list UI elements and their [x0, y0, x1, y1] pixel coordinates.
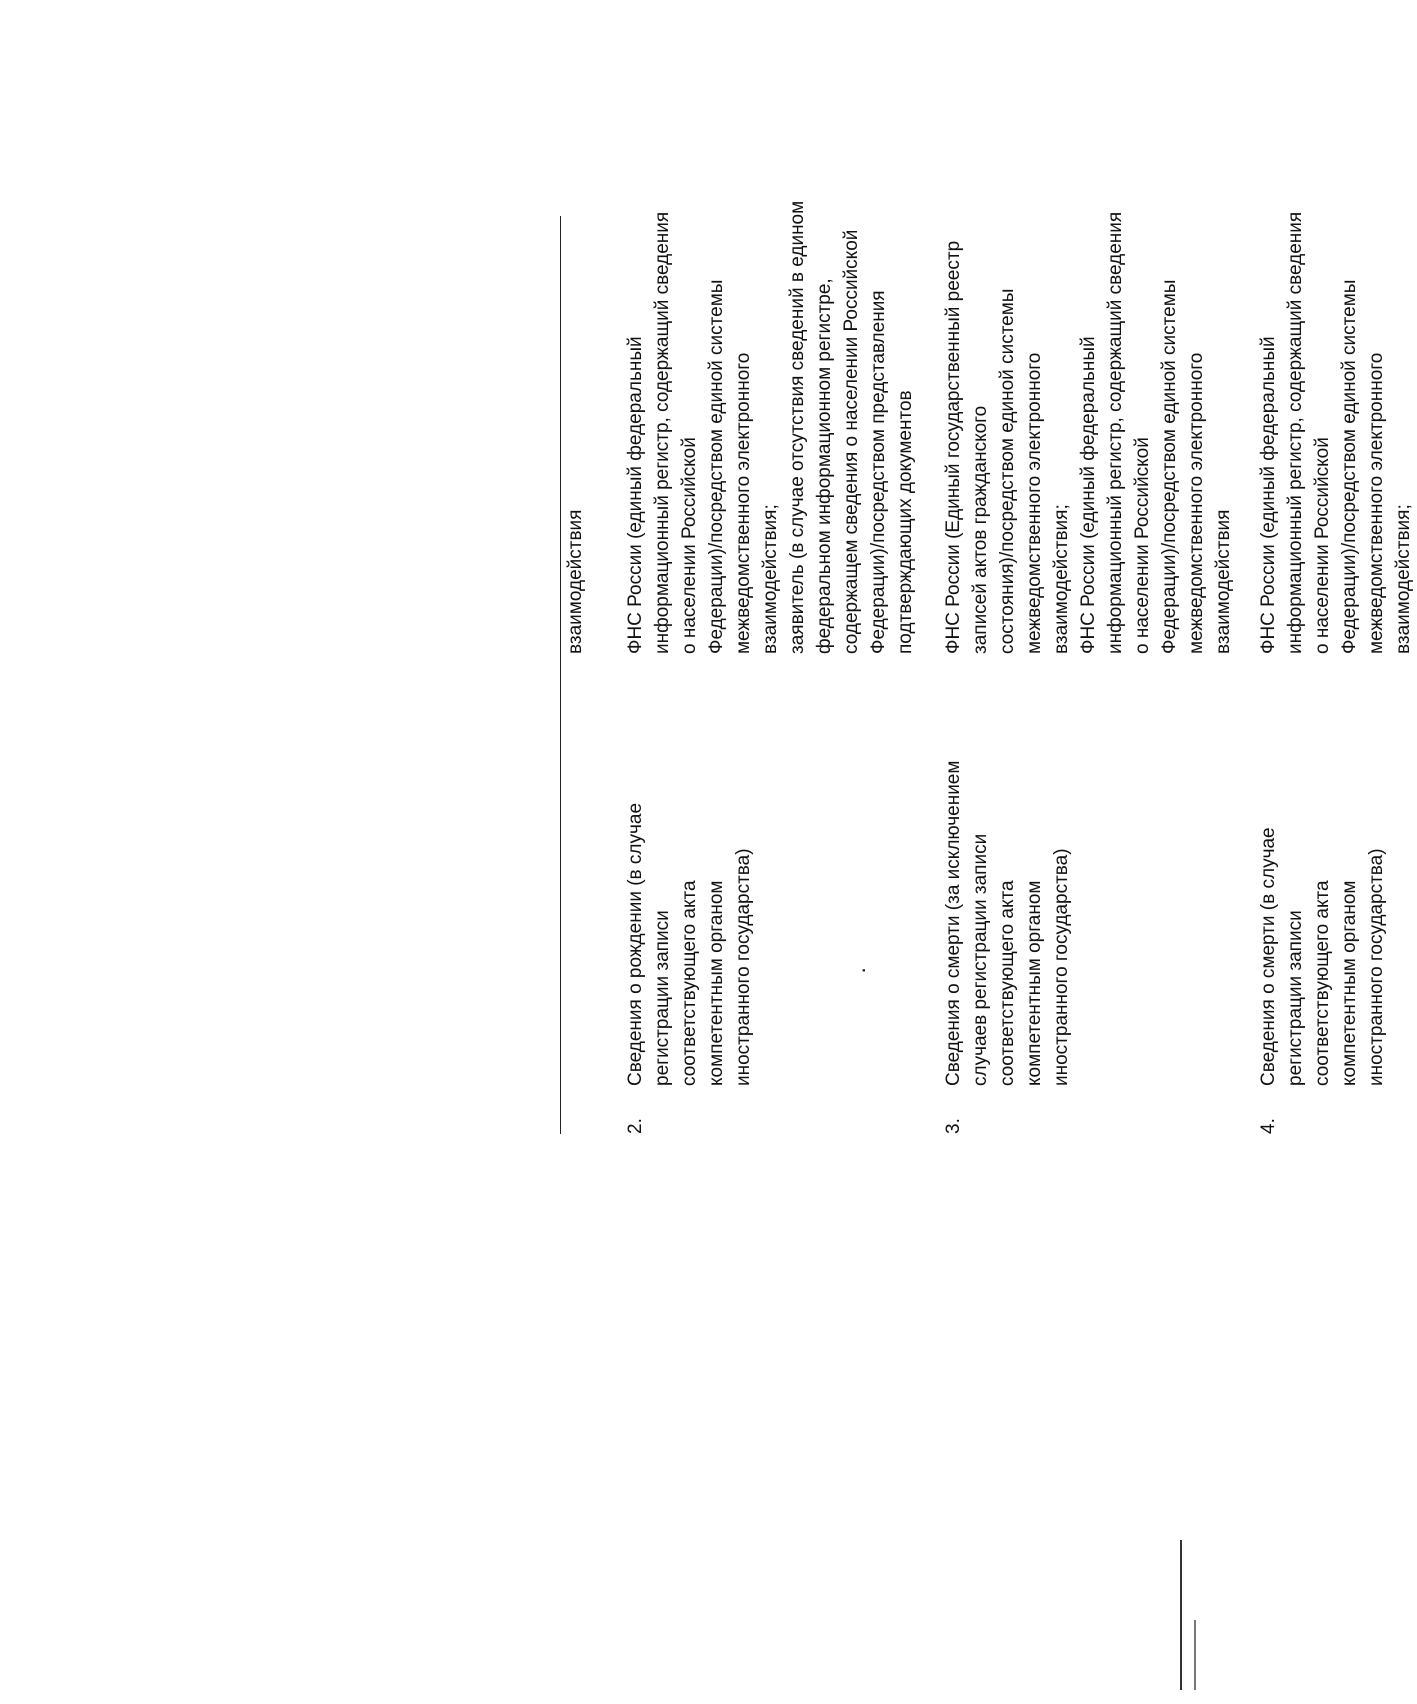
row-source-line: взаимодействия	[1213, 509, 1234, 654]
row-source-line: информационный регистр, содержащий сведения	[1285, 211, 1306, 654]
row-source-line: о населении Российской	[1132, 437, 1153, 654]
row-source-line: взаимодействия;	[1051, 504, 1072, 654]
row-source-line: информационный регистр, содержащий сведения	[652, 211, 673, 654]
row-source-line: межведомственного электронного	[1366, 352, 1387, 654]
scan-edge-mark	[1180, 1540, 1182, 1690]
row-source-line: о населении Российской	[1312, 437, 1333, 654]
row-source-line: информационный регистр, содержащий сведения	[1105, 211, 1126, 654]
row-source-line: взаимодействия;	[1393, 504, 1414, 654]
row-source-cell	[940, 211, 1237, 654]
table-top-rule	[560, 216, 561, 1134]
row-name-line: иностранного государства)	[1051, 848, 1072, 1086]
row-name-line: случаев регистрации записи	[970, 833, 991, 1086]
row-source-line: состояния)/посредством единой системы	[997, 288, 1018, 654]
row-name-line: регистрации записи	[652, 910, 673, 1086]
row-name-line: компетентным органом	[1024, 880, 1045, 1086]
row-name-line: соответствующего акта	[679, 880, 700, 1086]
row-source-cell	[622, 200, 919, 654]
row-name-line: иностранного государства)	[733, 848, 754, 1086]
row-name-cell	[1255, 756, 1390, 1086]
row-source-line: межведомственного электронного	[1024, 352, 1045, 654]
row-name-cell	[622, 756, 757, 1086]
row-source-line: Федерации)/посредством единой системы	[1159, 279, 1180, 654]
row-name-line: компетентным органом	[706, 880, 727, 1086]
row-name-cell	[940, 756, 1075, 1086]
row-number: 2.	[625, 1118, 646, 1134]
table-content	[560, 200, 1414, 1134]
row-name-line: Сведения о рождении (в случае	[625, 802, 646, 1086]
row-source-line: заявитель (в случае отсутствия сведений в едином	[787, 200, 808, 654]
row-source-line: записей актов гражданского	[970, 405, 991, 654]
row-name-line: соответствующего акта	[1312, 880, 1333, 1086]
row-name-line: соответствующего акта	[997, 880, 1018, 1086]
rotated-table-block	[560, 200, 1414, 1134]
row-source-line: Федерации)/посредством единой системы	[1339, 279, 1360, 654]
row-source-line: содержащем сведения о населении Российской	[841, 229, 862, 654]
row-name-line: Сведения о смерти (в случае	[1258, 827, 1279, 1086]
row-name-line: иностранного государства)	[1366, 848, 1387, 1086]
row-name-line: компетентным органом	[1339, 880, 1360, 1086]
row-source-line: ФНС России (единый федеральный	[1078, 336, 1099, 654]
row-source-cell	[1255, 211, 1417, 654]
row-source-line: межведомственного электронного	[733, 352, 754, 654]
scan-edge-mark	[1194, 1620, 1196, 1690]
row-source-line: подтверждающих документов	[895, 390, 916, 654]
row-source-line: Федерации)/посредством представления	[868, 290, 889, 654]
row-number: 4.	[1258, 1118, 1279, 1134]
row-source-line: межведомственного электронного	[1186, 352, 1207, 654]
stray-mark: ·	[850, 966, 875, 974]
row-source-line: ФНС России (единый федеральный	[625, 336, 646, 654]
row-source-line: федеральном информационном регистре,	[814, 278, 835, 654]
row-name-line: регистрации записи	[1285, 910, 1306, 1086]
row-source-line: ФНС России (единый федеральный	[1258, 336, 1279, 654]
continuation-text: взаимодействия	[565, 509, 586, 654]
row-source-line: Федерации)/посредством единой системы	[706, 279, 727, 654]
row-source-line: ФНС России (Единый государственный реестр	[943, 240, 964, 654]
row-number: 3.	[943, 1118, 964, 1134]
row-source-line: взаимодействия;	[760, 504, 781, 654]
row-name-line: Сведения о смерти (за исключением	[943, 760, 964, 1086]
row-source-line: о населении Российской	[679, 437, 700, 654]
